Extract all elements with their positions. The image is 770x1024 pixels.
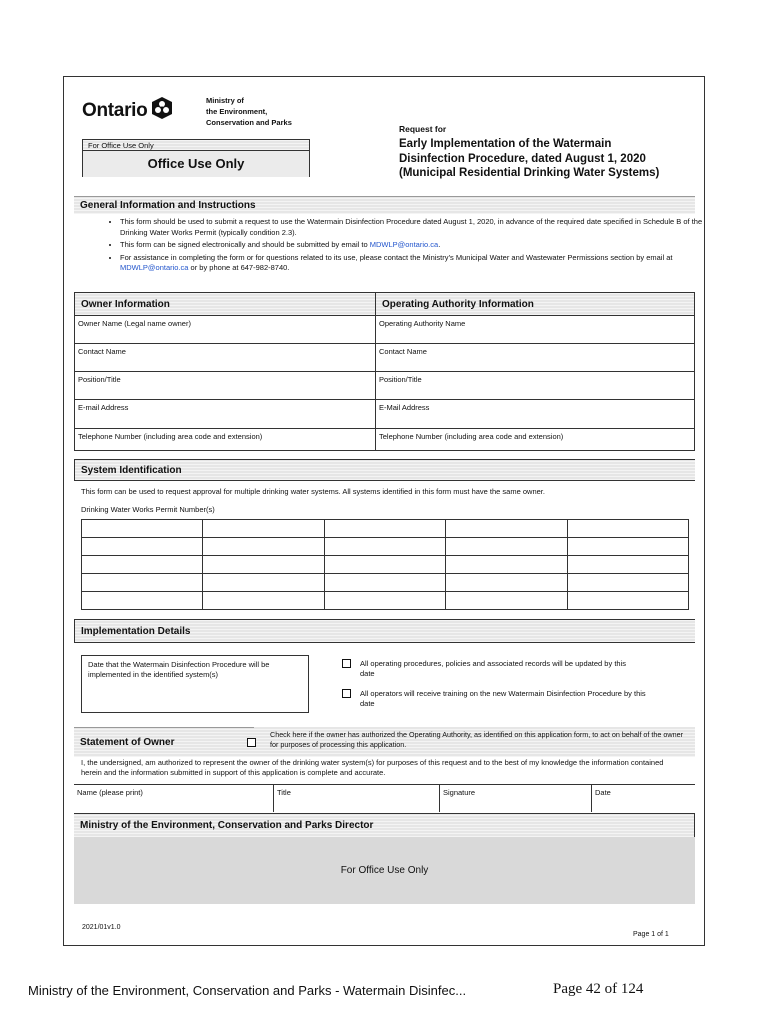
procedures-checkbox[interactable]: [342, 659, 351, 668]
permit-cell[interactable]: [567, 520, 688, 538]
permit-cell[interactable]: [82, 538, 203, 556]
statement-heading: Statement of Owner: [74, 727, 254, 757]
ontario-logo: [82, 96, 174, 125]
ontario-logo-text: Ontario: [82, 99, 148, 121]
date-field[interactable]: Date: [595, 788, 611, 797]
permit-label: Drinking Water Works Permit Number(s): [81, 505, 215, 514]
permit-cell[interactable]: [324, 520, 445, 538]
permit-cell[interactable]: [567, 538, 688, 556]
owner-phone-field[interactable]: Telephone Number (including area code and extension): [75, 429, 376, 450]
permit-cell[interactable]: [82, 574, 203, 592]
director-office-use: [74, 837, 695, 904]
trillium-icon: [150, 96, 174, 125]
implementation-heading: Implementation Details: [74, 619, 695, 643]
permit-cell[interactable]: [324, 592, 445, 610]
permit-cell[interactable]: [567, 592, 688, 610]
operator-contact-field[interactable]: Contact Name: [376, 344, 694, 372]
permit-cell[interactable]: [82, 592, 203, 610]
authorize-checkbox[interactable]: [247, 738, 256, 747]
statement-body: I, the undersigned, am authorized to represent the owner of the drinking water system(s) for purposes of this request and to the best of my knowledge the information contained herein and the information submitted in support of this application is complete and accurate.: [81, 758, 664, 777]
instruction-item: • This form can be signed electronically and should be submitted by email to MDWLP@ontario.ca.: [120, 240, 730, 251]
director-heading: Ministry of the Environment, Conservation and Parks Director: [74, 814, 695, 837]
ministry-name: Ministry of the Environment, Conservation and Parks: [206, 96, 292, 127]
operator-heading: Operating Authority Information: [376, 293, 694, 316]
title-field[interactable]: Title: [274, 785, 440, 812]
implementation-date-field[interactable]: Date that the Watermain Disinfection Procedure will be implemented in the identified system(s): [81, 655, 309, 713]
instruction-item: • This form should be used to submit a request to use the Watermain Disinfection Procedure dated August 1, 2020, in advance of the required date specified in Schedule B of the Drinking Water Works Permit (typically condition 2.3).: [120, 217, 730, 238]
permit-cell[interactable]: [446, 520, 567, 538]
email-link[interactable]: MDWLP@ontario.ca: [120, 263, 189, 272]
document-title: Ministry of the Environment, Conservation and Parks - Watermain Disinfec...: [28, 983, 467, 998]
permit-cell[interactable]: [446, 592, 567, 610]
owner-email-field[interactable]: E-mail Address: [75, 400, 376, 429]
form-title: Early Implementation of the Watermain Disinfection Procedure, dated August 1, 2020 (Municipal Residential Drinking Water Systems): [399, 138, 660, 179]
office-use-label: For Office Use Only: [83, 140, 309, 151]
director-office-use-label: For Office Use Only: [340, 865, 429, 876]
training-check-label: All operators will receive training on the new Watermain Disinfection Procedure by this date: [360, 689, 646, 708]
permit-cell[interactable]: [203, 592, 324, 610]
form-page-number: Page 1 of 1: [633, 931, 669, 938]
print-name-field[interactable]: Name (please print): [74, 785, 274, 812]
permit-cell[interactable]: [324, 574, 445, 592]
operator-name-field[interactable]: Operating Authority Name: [376, 316, 694, 344]
request-for-label: Request for: [399, 124, 447, 134]
procedures-check-label: All operating procedures, policies and associated records will be updated by this date: [360, 659, 626, 678]
permit-cell[interactable]: [324, 556, 445, 574]
training-checkbox[interactable]: [342, 689, 351, 698]
operator-phone-field[interactable]: Telephone Number (including area code and extension): [379, 432, 564, 441]
signature-row: [74, 784, 695, 814]
form-page: [63, 76, 705, 946]
permit-cell[interactable]: [567, 574, 688, 592]
general-instructions: [74, 217, 730, 274]
permit-cell[interactable]: [203, 520, 324, 538]
permit-cell[interactable]: [82, 556, 203, 574]
permit-cell[interactable]: [446, 538, 567, 556]
form-version: 2021/01v1.0: [82, 924, 121, 931]
permit-cell[interactable]: [203, 538, 324, 556]
permit-cell[interactable]: [567, 556, 688, 574]
permit-cell[interactable]: [82, 520, 203, 538]
permit-cell[interactable]: [324, 538, 445, 556]
owner-operator-section: [74, 292, 695, 451]
signature-field[interactable]: Signature: [440, 785, 592, 812]
email-link[interactable]: MDWLP@ontario.ca: [369, 240, 439, 249]
permit-cell[interactable]: [203, 574, 324, 592]
operator-email-field[interactable]: E-Mail Address: [376, 400, 694, 429]
instruction-item: • For assistance in completing the form or for questions related to its use, please contact the Ministry’s Municipal Water and Wastewater Permissions section by email at MDWLP@ontario.ca or by phone at 647-982-8740.: [120, 253, 730, 274]
permit-cell[interactable]: [203, 556, 324, 574]
system-heading: System Identification: [74, 459, 695, 481]
office-use-title: Office Use Only: [83, 151, 309, 177]
permit-cell[interactable]: [446, 556, 567, 574]
permit-table: [81, 519, 689, 610]
owner-position-field[interactable]: Position/Title: [75, 372, 376, 400]
general-heading: General Information and Instructions: [74, 196, 695, 214]
office-use-box: [82, 139, 310, 177]
authorize-label: Check here if the owner has authorized the Operating Authority, as identified on this application form, to act on behalf of the owner for purposes of processing this application.: [270, 730, 683, 749]
system-note: This form can be used to request approval for multiple drinking water systems. All systems identified in this form must have the same owner.: [81, 487, 545, 496]
owner-contact-field[interactable]: Contact Name: [75, 344, 376, 372]
owner-name-field[interactable]: Owner Name (Legal name owner): [75, 316, 376, 344]
page-counter: Page 42 of 124: [553, 981, 644, 997]
owner-heading: Owner Information: [75, 293, 376, 316]
permit-cell[interactable]: [446, 574, 567, 592]
operator-position-field[interactable]: Position/Title: [376, 372, 694, 400]
